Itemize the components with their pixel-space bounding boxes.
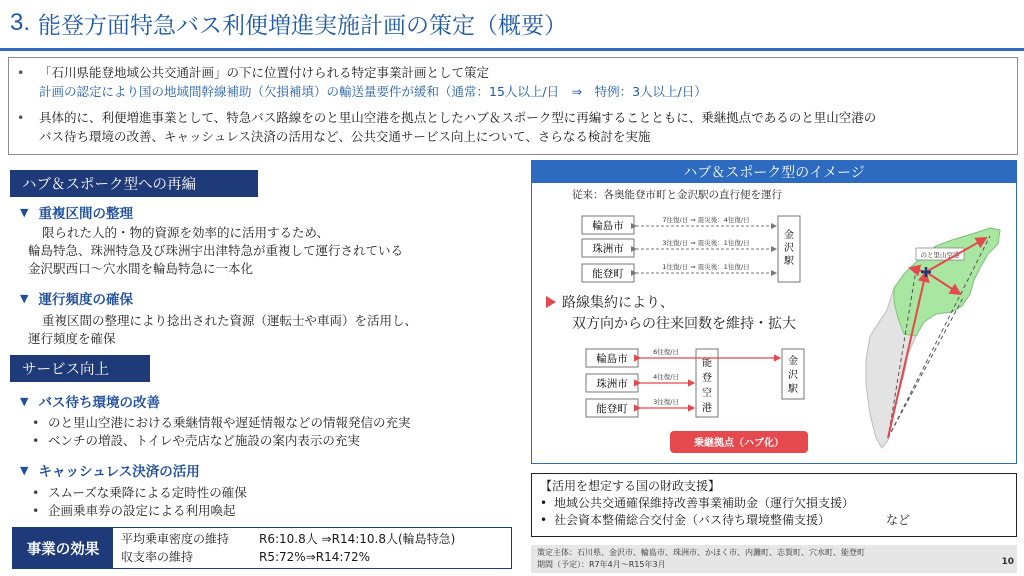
before-freq-1: 7往復/日 ⇒ 震災後：4往復/日 (662, 216, 750, 224)
after-freq-2: 4往復/日 (653, 373, 679, 381)
before-town-3: 能登町 (592, 268, 624, 280)
after-caption-1: 路線集約により、 (562, 295, 674, 311)
support-item-1: 地域公共交通確保維持改善事業補助金（運行欠損支援） (554, 496, 855, 510)
svg-text:駅: 駅 (788, 384, 798, 395)
waiting-item-1: • のと里山空港における乗継情報や遅延情報などの情報発信の充実 (48, 414, 411, 432)
diagram-heading: ハブ＆スポーク型のイメージ (532, 161, 1016, 183)
svg-text:登: 登 (702, 373, 712, 384)
page-title (10, 6, 567, 40)
sub-heading-frequency: ▼ 運行頻度の確保 (20, 291, 133, 308)
effect-label: 事業の効果 (13, 528, 113, 568)
effect-box (12, 527, 512, 569)
overlap-text-2: 輪島特急、珠洲特急及び珠洲宇出津特急が重複して運行されている (28, 243, 404, 258)
summary-line-1: 「石川県能登地域公共交通計画」の下に位置付けられる特定事業計画として策定 (39, 65, 490, 80)
after-town-boxes (586, 349, 638, 417)
sub-heading-overlap: ▼ 重複区間の整理 (20, 205, 133, 222)
footer-line-2: 期間（予定）：R7年4月～R15年3月 (537, 560, 666, 569)
svg-text:港: 港 (702, 403, 712, 414)
summary-line-2: 計画の認定により国の地域間幹線補助（欠損補填）の輸送量要件が緩和（通常：15人以上/日 ⇒ 特例：3人以上/日） (39, 84, 707, 99)
summary-line-4: バス待ち環境の改善、キャッシュレス決済の活用など、公共交通サービス向上について、さらなる検討を実施 (39, 129, 651, 144)
support-box: 【活用を想定する国の財政支援】 • 地域公共交通確保維持改善事業補助金（運行欠損支援） • 社会資本整備総合交付金（バス待ち環境整備支援） など (531, 473, 1017, 537)
sub-heading-waiting: ▼ バス待ち環境の改善 (20, 394, 160, 411)
hub-section-heading: ハブ＆スポーク型への再編 (10, 170, 258, 197)
overlap-text-1: 限られた人的・物的資源を効率的に活用するため、 (42, 225, 330, 240)
after-town-3: 能登町 (596, 403, 628, 415)
page-number: 10 (1001, 557, 1014, 567)
hub-spoke-diagram (531, 160, 1017, 464)
effect-key-2: 収支率の維持 (121, 550, 194, 564)
svg-text:駅: 駅 (784, 256, 794, 267)
before-town-1: 輪島市 (592, 220, 624, 232)
before-freq-2: 3往復/日 ⇒ 震災後：1往復/日 (662, 239, 750, 247)
title-rule (0, 48, 1024, 51)
after-town-2: 珠洲市 (596, 378, 628, 390)
after-town-1: 輪島市 (596, 353, 628, 365)
support-item-2: 社会資本整備総合交付金（バス待ち環境整備支援） (554, 513, 831, 527)
svg-text:能: 能 (702, 358, 712, 369)
svg-text:空: 空 (702, 388, 712, 399)
section-number: 3. (10, 9, 31, 36)
sub-heading-cashless: ▼ キャッシュレス決済の活用 (20, 463, 200, 480)
before-freq-3: 1往復/日 ⇒ 震災後：1往復/日 (662, 263, 750, 271)
after-freq-3: 3往復/日 (653, 398, 679, 406)
before-town-boxes (582, 216, 634, 282)
waiting-item-2: • ベンチの増設、トイレや売店など施設の案内表示の充実 (48, 432, 360, 450)
footer-note (531, 545, 1017, 573)
overlap-text-3: 金沢駅西口～穴水間を輪島特急に一本化 (28, 261, 254, 276)
diagram-svg (532, 184, 1015, 463)
svg-text:沢: 沢 (784, 243, 794, 254)
support-title: 【活用を想定する国の財政支援】 (540, 479, 721, 493)
noto-map (866, 228, 1000, 448)
frequency-text-2: 運行頻度を確保 (28, 331, 116, 346)
service-section-heading: サービス向上 (10, 355, 150, 382)
before-town-2: 珠洲市 (592, 243, 624, 255)
footer-line-1: 策定主体：石川県、金沢市、輪島市、珠洲市、かほく市、内灘町、志賀町、穴水町、能登町 (537, 548, 865, 557)
after-caption-marker (546, 296, 556, 308)
frequency-text-1: 重複区間の整理により捻出された資源（運転士や車両）を活用し、 (42, 313, 418, 328)
after-freq-1: 6往復/日 (653, 348, 679, 356)
title-text: 能登方面特急バス利便増進実施計画の策定（概要） (38, 12, 568, 39)
summary-box: • 「石川県能登地域公共交通計画」の下に位置付けられる特定事業計画として策定 計画の認定により国の地域間幹線補助（欠損補填）の輸送量要件が緩和（通常：15人以上/日 ⇒ 特例：3人以上/日） • 具体的に、利便増進事業として、特急バス路線をのと里山空港を拠点としたハブ＆スポーク型に再編することともに、乗継拠点であるのと里山空港の バス待ち環境の改善、キャッシュレス決済の活用など、公共交通サービス向上について、さらなる検討を実施 (8, 57, 1018, 155)
map-airport-label: のと里山空港 (920, 251, 960, 259)
effect-val-2: R5:72%⇒R14:72% (259, 550, 371, 564)
svg-text:金: 金 (784, 230, 794, 241)
support-item-2-suffix: など (886, 513, 911, 527)
hub-badge-text: 乗継拠点（ハブ化） (694, 438, 784, 449)
before-caption: 従来：各奥能登市町と金沢駅の直行便を運行 (572, 189, 782, 201)
cashless-item-2: • 企画乗車券の設定による利用喚起 (48, 502, 236, 520)
cashless-item-1: • スムーズな乗降による定時性の確保 (48, 484, 247, 502)
svg-text:金: 金 (788, 356, 798, 367)
summary-line-3: 具体的に、利便増進事業として、特急バス路線をのと里山空港を拠点としたハブ＆スポーク型に再編することともに、乗継拠点であるのと里山空港の (39, 110, 877, 125)
effect-key-1: 平均乗車密度の維持 (121, 532, 230, 546)
effect-val-1: R6:10.8人 ⇒R14:10.8人(輪島特急) (259, 532, 456, 546)
after-caption-2: 双方向からの往来回数を維持・拡大 (572, 316, 796, 332)
svg-text:沢: 沢 (788, 370, 798, 381)
